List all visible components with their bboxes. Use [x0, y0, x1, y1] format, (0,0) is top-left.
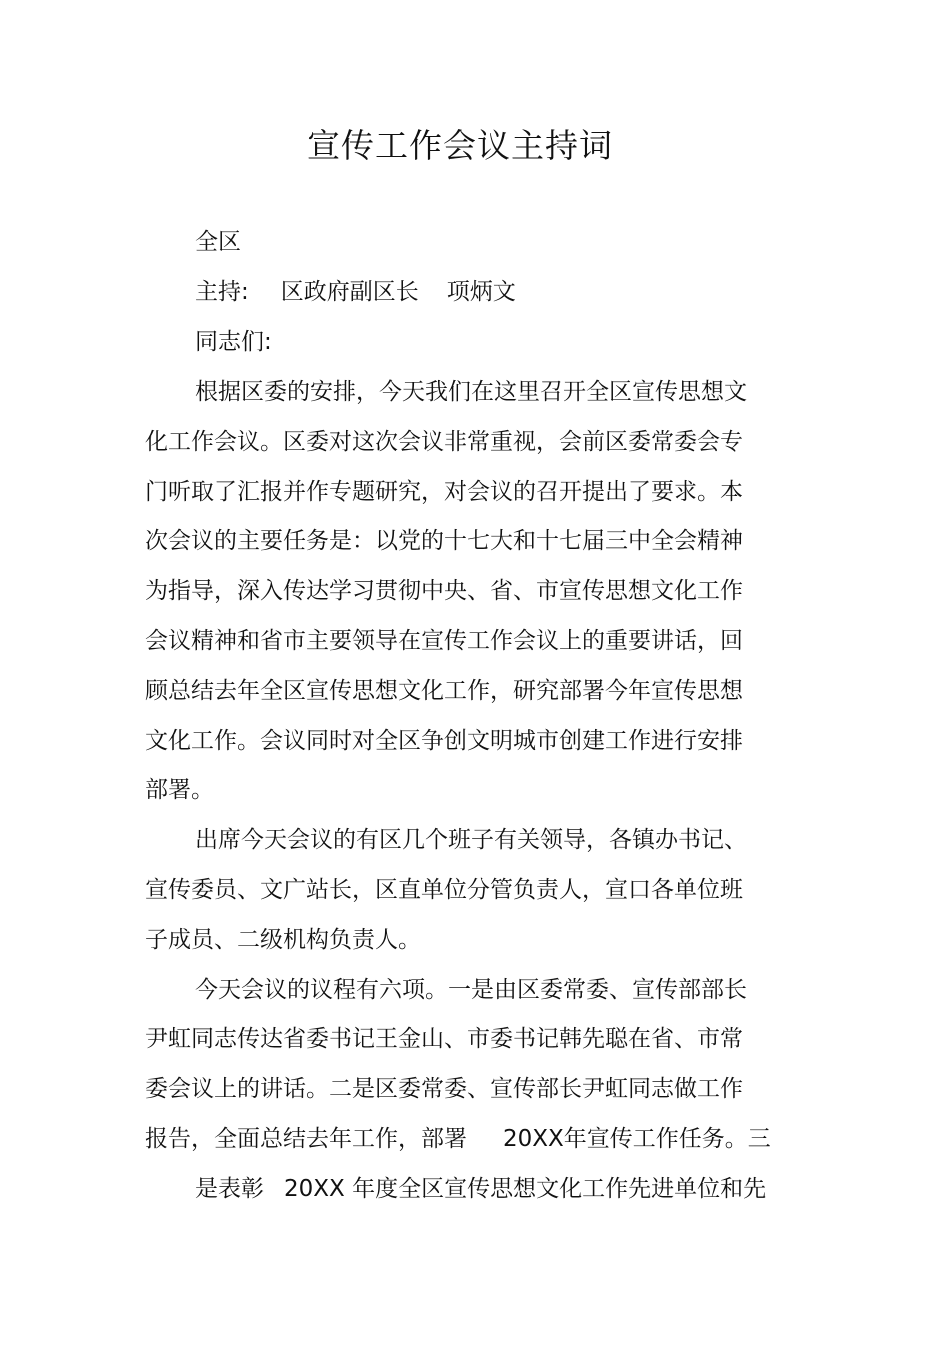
scope-line: 全区	[195, 229, 241, 255]
paragraph-line: 次会议的主要任务是：以党的十七大和十七届三中全会精神	[145, 528, 743, 554]
paragraph-line: 顾总结去年全区宣传思想文化工作，研究部署今年宣传思想	[145, 678, 743, 704]
document-title: 宣传工作会议主持词	[307, 126, 613, 165]
paragraph-line: 子成员、二级机构负责人。	[145, 927, 421, 953]
paragraph-line: 委会议上的讲话。二是区委常委、宣传部长尹虹同志做工作	[145, 1076, 743, 1102]
line-segment: 20XX年宣传工作任务。三	[503, 1126, 771, 1152]
host-name: 项炳文	[446, 279, 516, 305]
line-segment: 20XX 年度全区宣传思想文化工作先进单位和先	[284, 1176, 767, 1202]
greeting-line: 同志们:	[195, 329, 272, 355]
paragraph-line: 会议精神和省市主要领导在宣传工作会议上的重要讲话，回	[145, 628, 743, 654]
paragraph-line: 文化工作。会议同时对全区争创文明城市创建工作进行安排	[145, 728, 743, 754]
paragraph-line	[145, 1124, 771, 1154]
paragraph-line: 部署。	[145, 777, 214, 803]
paragraph-line: 宣传委员、文广站长，区直单位分管负责人，宣口各单位班	[145, 877, 743, 903]
paragraph-line	[195, 1174, 766, 1204]
host-title: 区政府副区长	[280, 279, 419, 305]
host-label: 主持:	[195, 279, 249, 305]
paragraph-line: 为指导，深入传达学习贯彻中央、省、市宣传思想文化工作	[145, 578, 743, 604]
paragraph-line: 今天会议的议程有六项。一是由区委常委、宣传部部长	[195, 977, 747, 1003]
paragraph-line: 尹虹同志传达省委书记王金山、市委书记韩先聪在省、市常	[145, 1026, 743, 1052]
paragraph-line: 根据区委的安排，今天我们在这里召开全区宣传思想文	[195, 379, 747, 405]
paragraph-line: 门听取了汇报并作专题研究，对会议的召开提出了要求。本	[145, 479, 743, 505]
line-segment: 是表彰	[195, 1176, 264, 1202]
paragraph-line: 出席今天会议的有区几个班子有关领导，各镇办书记、	[195, 827, 747, 853]
host-line	[195, 277, 516, 307]
line-segment: 报告，全面总结去年工作，部署	[145, 1126, 467, 1152]
paragraph-line: 化工作会议。区委对这次会议非常重视，会前区委常委会专	[145, 429, 743, 455]
